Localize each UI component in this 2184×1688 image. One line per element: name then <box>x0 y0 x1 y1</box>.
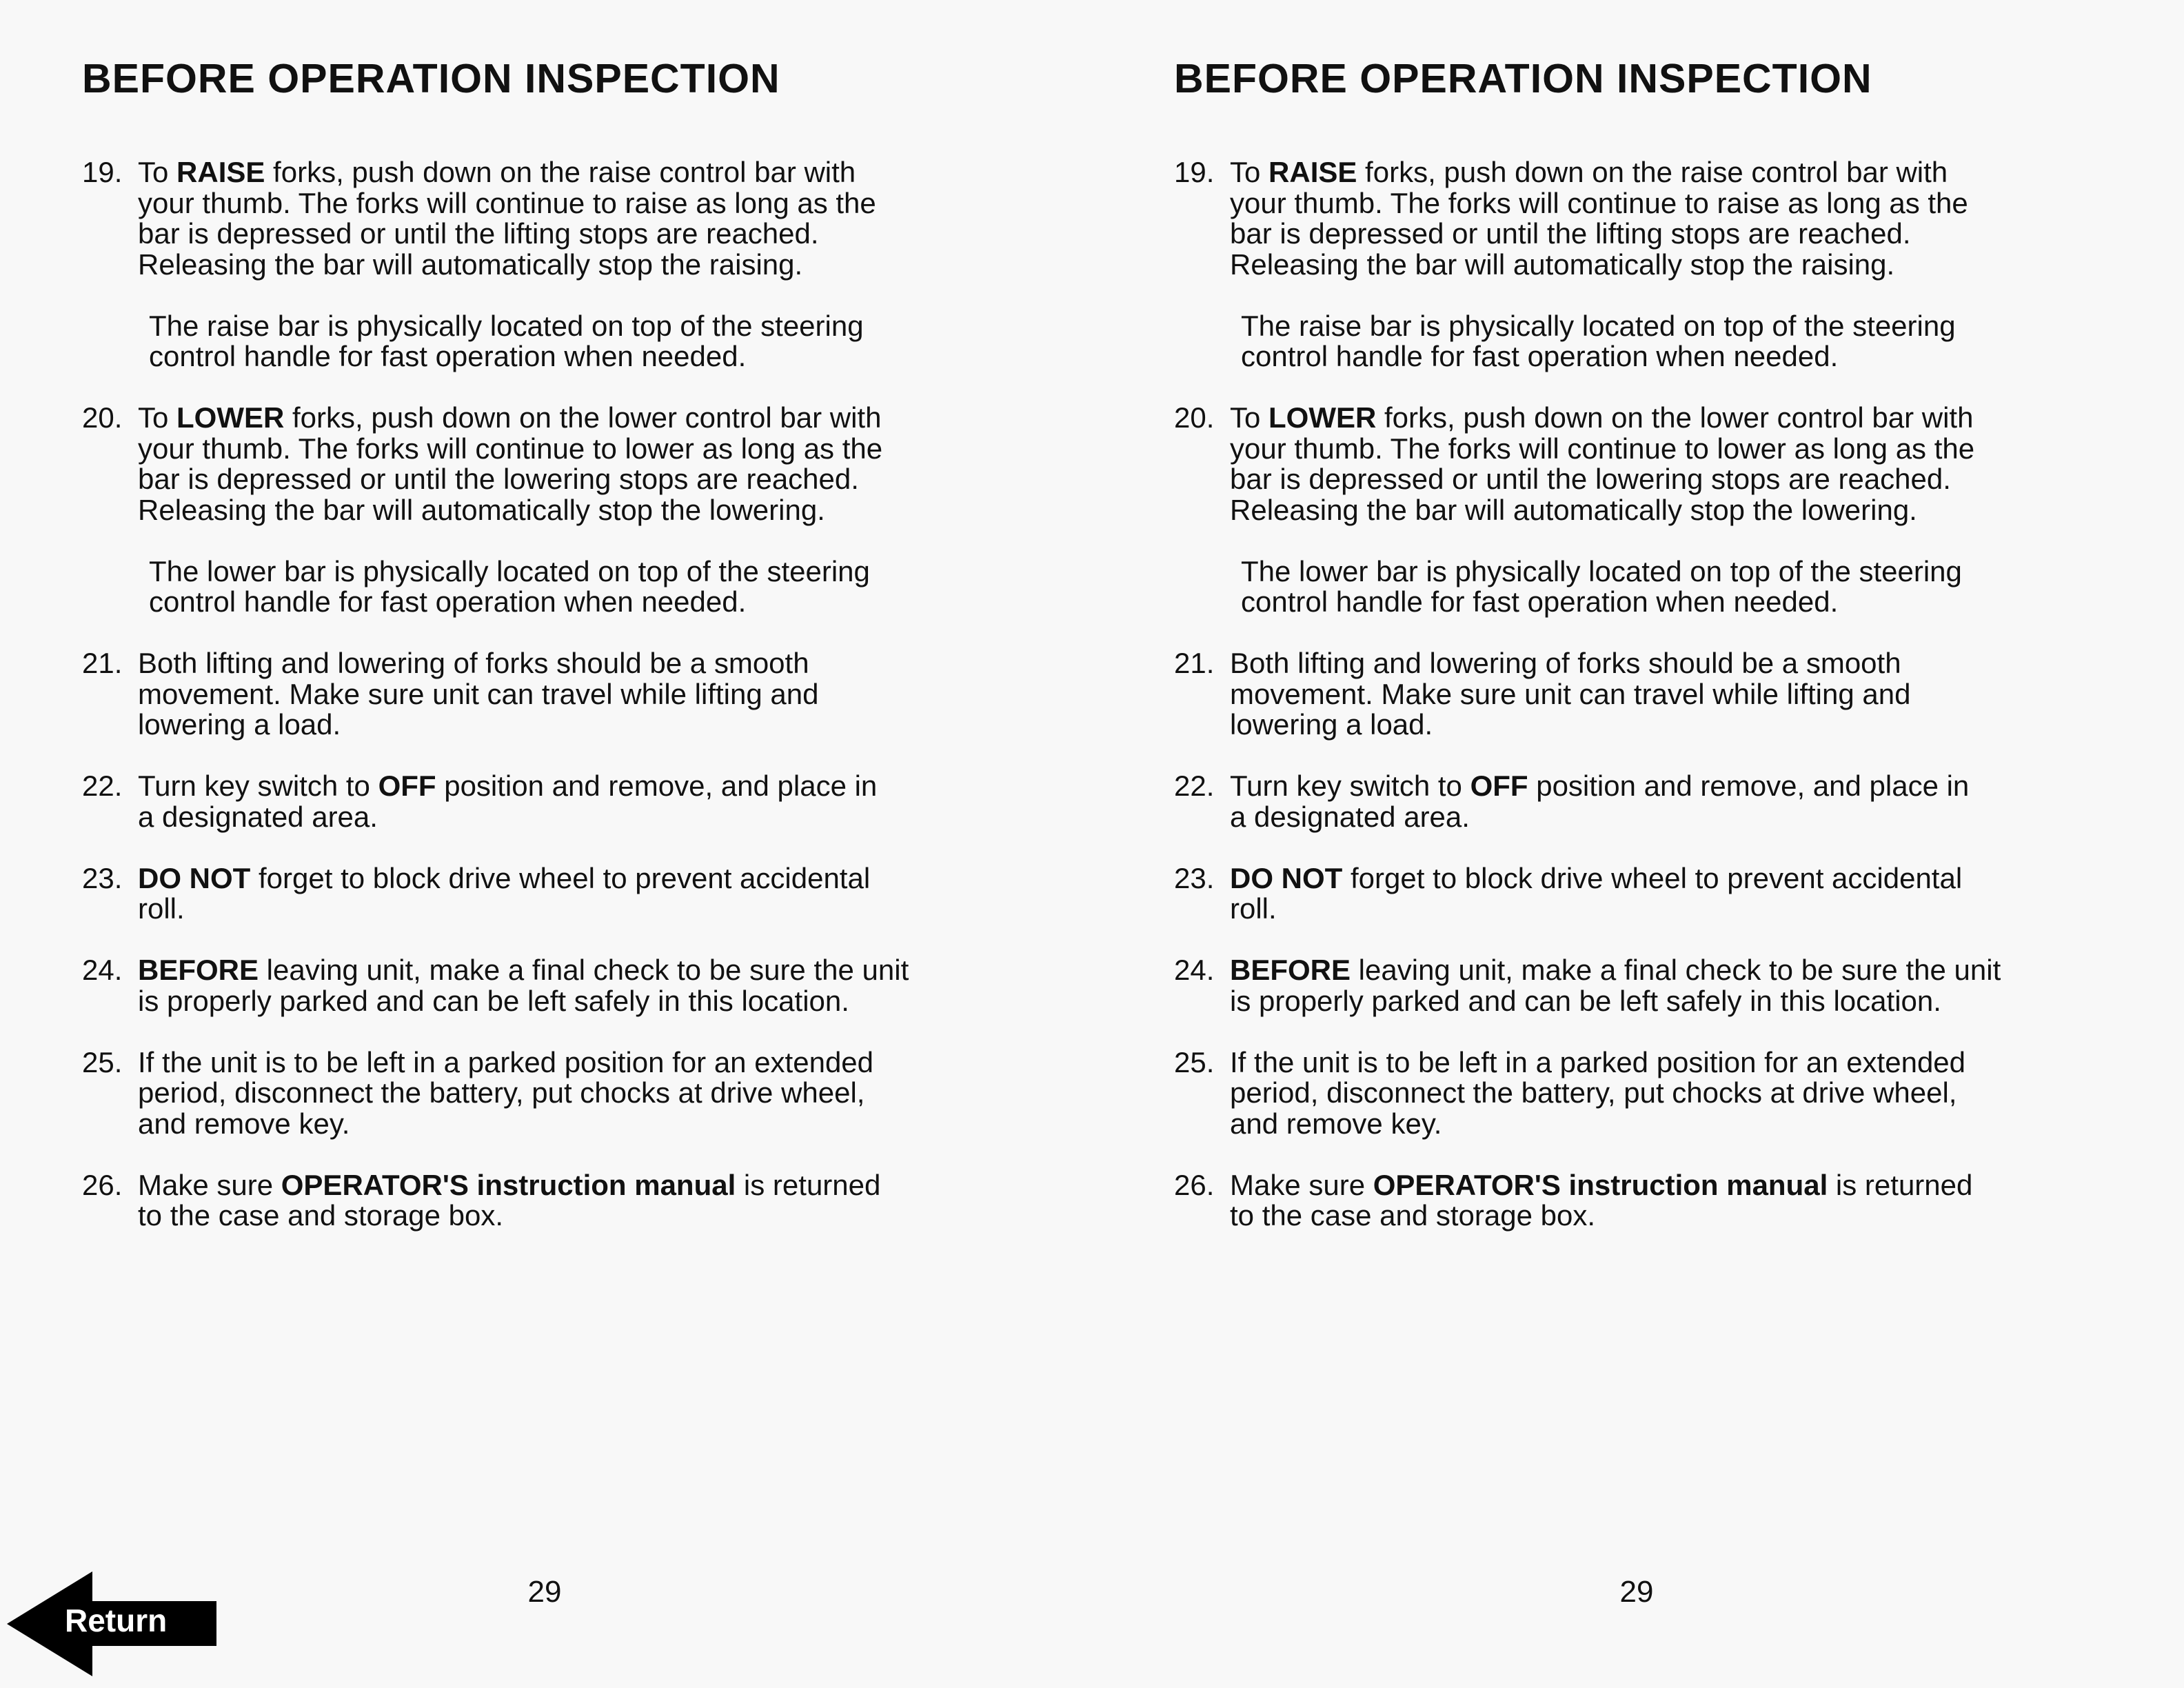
item-number: 24. <box>82 954 123 986</box>
text: Turn key switch to <box>1230 770 1470 802</box>
text-line <box>138 710 909 741</box>
text: Releasing the bar will automatically stop the raising. <box>1230 248 1895 281</box>
text-line <box>1230 219 2001 250</box>
page-number: 29 <box>527 1575 562 1609</box>
item-number: 21. <box>82 647 123 679</box>
text: forget to block drive wheel to prevent accidental <box>1342 861 1963 894</box>
list-item <box>82 1047 909 1140</box>
text-line <box>1230 771 2001 802</box>
list-item <box>82 403 909 525</box>
text: forks, push down on the lower control bar with <box>284 401 882 434</box>
text-line <box>1230 863 2001 894</box>
text-line <box>138 679 909 710</box>
text: To <box>138 156 177 188</box>
text-line <box>1230 188 2001 219</box>
text-line <box>1241 341 2001 372</box>
text: Both lifting and lowering of forks should be a smooth <box>138 647 809 679</box>
text: roll. <box>1230 892 1277 925</box>
text-line <box>138 464 909 495</box>
item-number: 26. <box>82 1168 123 1201</box>
bold-text: RAISE <box>176 156 265 188</box>
text: leaving unit, make a final check to be sure the unit <box>259 954 909 986</box>
text-line <box>1230 710 2001 741</box>
note-paragraph <box>1174 556 2001 618</box>
text-line <box>138 1200 909 1232</box>
list-item <box>1174 955 2001 1016</box>
text: your thumb. The forks will continue to lower as long as the <box>138 432 883 465</box>
text-line <box>1230 679 2001 710</box>
item-number: 25. <box>82 1045 123 1078</box>
instruction-list <box>82 157 909 1262</box>
text-line <box>149 341 909 372</box>
text-line <box>1230 1047 2001 1078</box>
text-line <box>1230 1200 2001 1232</box>
list-item <box>82 771 909 832</box>
text: your thumb. The forks will continue to raise as long as the <box>138 186 876 219</box>
text: bar is depressed or until the lowering stops are reached. <box>138 463 859 495</box>
list-item <box>82 1170 909 1232</box>
text: your thumb. The forks will continue to lower as long as the <box>1230 432 1975 465</box>
item-number: 23. <box>1174 861 1215 894</box>
text: Turn key switch to <box>138 770 378 802</box>
bold-text: BEFORE <box>138 954 259 986</box>
bold-text: DO NOT <box>1230 861 1343 894</box>
item-number: 25. <box>1174 1045 1215 1078</box>
text: To <box>1230 156 1269 188</box>
text-line <box>138 802 909 833</box>
text-line <box>138 1047 909 1078</box>
item-number: 20. <box>1174 401 1215 434</box>
text: and remove key. <box>1230 1107 1442 1140</box>
return-label: Return <box>65 1602 168 1638</box>
text-line <box>138 1078 909 1109</box>
text: lowering a load. <box>138 708 341 741</box>
page-right <box>1092 0 2184 1688</box>
text: Releasing the bar will automatically stop the lowering. <box>1230 493 1917 526</box>
text-line <box>1230 648 2001 679</box>
page-heading: BEFORE OPERATION INSPECTION <box>82 56 780 101</box>
bold-text: OFF <box>1470 770 1528 802</box>
list-item <box>1174 157 2001 280</box>
text: forks, push down on the raise control bar with <box>1357 156 1948 188</box>
text: to the case and storage box. <box>138 1199 504 1232</box>
text: Releasing the bar will automatically stop the raising. <box>138 248 803 281</box>
text: control handle for fast operation when needed. <box>149 340 747 372</box>
text: a designated area. <box>138 800 378 833</box>
text-line <box>138 188 909 219</box>
text-line <box>1230 250 2001 281</box>
text-line <box>138 403 909 434</box>
bold-text: RAISE <box>1268 156 1357 188</box>
text-line <box>138 1109 909 1140</box>
text: The lower bar is physically located on top of the steering <box>149 554 870 587</box>
text: period, disconnect the battery, put chocks at drive wheel, <box>138 1076 865 1109</box>
return-button[interactable] <box>7 1571 216 1676</box>
text-line <box>1230 1078 2001 1109</box>
bold-text: OFF <box>378 770 436 802</box>
text: Both lifting and lowering of forks should be a smooth <box>1230 647 1901 679</box>
list-item <box>1174 863 2001 925</box>
text: leaving unit, make a final check to be sure the unit <box>1351 954 2001 986</box>
text-line <box>138 1170 909 1201</box>
text-line <box>1241 587 2001 618</box>
text: is returned <box>1828 1168 1973 1201</box>
text: The lower bar is physically located on top of the steering <box>1241 554 1962 587</box>
text: movement. Make sure unit can travel while lifting and <box>1230 677 1911 710</box>
text-line <box>138 863 909 894</box>
text-line <box>1230 464 2001 495</box>
text-line <box>149 311 909 342</box>
text-line <box>1230 1109 2001 1140</box>
list-item <box>82 863 909 925</box>
text-line <box>1230 986 2001 1017</box>
list-item <box>1174 1170 2001 1232</box>
note-paragraph <box>82 311 909 372</box>
text-line <box>138 219 909 250</box>
text: forget to block drive wheel to prevent accidental <box>250 861 871 894</box>
text-line <box>1230 434 2001 465</box>
text-line <box>138 250 909 281</box>
text-line <box>1230 955 2001 986</box>
text: period, disconnect the battery, put chocks at drive wheel, <box>1230 1076 1957 1109</box>
text: to the case and storage box. <box>1230 1199 1596 1232</box>
text: If the unit is to be left in a parked position for an extended <box>1230 1045 1966 1078</box>
item-number: 24. <box>1174 954 1215 986</box>
item-number: 23. <box>82 861 123 894</box>
text: roll. <box>138 892 185 925</box>
text-line <box>1230 802 2001 833</box>
text: and remove key. <box>138 1107 350 1140</box>
text-line <box>138 986 909 1017</box>
item-number: 21. <box>1174 647 1215 679</box>
list-item <box>1174 648 2001 741</box>
item-number: 26. <box>1174 1168 1215 1201</box>
text-line <box>1230 157 2001 188</box>
list-item <box>1174 403 2001 525</box>
text-line <box>1230 495 2001 526</box>
bold-text: OPERATOR'S instruction manual <box>281 1168 736 1201</box>
text: control handle for fast operation when needed. <box>1241 585 1839 618</box>
text: forks, push down on the lower control bar with <box>1376 401 1974 434</box>
item-number: 22. <box>1174 770 1215 802</box>
text: bar is depressed or until the lifting stops are reached. <box>1230 217 1911 250</box>
text: forks, push down on the raise control bar with <box>265 156 856 188</box>
text: control handle for fast operation when needed. <box>1241 340 1839 372</box>
text-line <box>149 587 909 618</box>
list-item <box>82 955 909 1016</box>
bold-text: LOWER <box>1268 401 1377 434</box>
text: bar is depressed or until the lowering stops are reached. <box>1230 463 1951 495</box>
text: a designated area. <box>1230 800 1470 833</box>
text: To <box>1230 401 1269 434</box>
text: position and remove, and place in <box>436 770 878 802</box>
text: bar is depressed or until the lifting stops are reached. <box>138 217 819 250</box>
text: The raise bar is physically located on top of the steering <box>1241 309 1956 342</box>
list-item <box>82 157 909 280</box>
text-line <box>1230 403 2001 434</box>
text: Make sure <box>1230 1168 1373 1201</box>
bold-text: OPERATOR'S instruction manual <box>1373 1168 1828 1201</box>
text: The raise bar is physically located on top of the steering <box>149 309 864 342</box>
list-item <box>82 648 909 741</box>
text-line <box>138 894 909 925</box>
text-line <box>1230 894 2001 925</box>
text-line <box>138 434 909 465</box>
list-item <box>1174 771 2001 832</box>
text: your thumb. The forks will continue to raise as long as the <box>1230 186 1968 219</box>
text: To <box>138 401 177 434</box>
item-number: 22. <box>82 770 123 802</box>
page-heading: BEFORE OPERATION INSPECTION <box>1174 56 1872 101</box>
bold-text: LOWER <box>176 401 285 434</box>
instruction-list <box>1174 157 2001 1262</box>
text-line <box>138 955 909 986</box>
note-paragraph <box>1174 311 2001 372</box>
text: Make sure <box>138 1168 281 1201</box>
bold-text: DO NOT <box>138 861 251 894</box>
text-line <box>138 771 909 802</box>
text-line <box>1241 311 2001 342</box>
text: position and remove, and place in <box>1528 770 1970 802</box>
text: is properly parked and can be left safely in this location. <box>138 984 849 1017</box>
item-number: 19. <box>82 156 123 188</box>
text: Releasing the bar will automatically stop the lowering. <box>138 493 825 526</box>
text: control handle for fast operation when needed. <box>149 585 747 618</box>
text: is returned <box>736 1168 881 1201</box>
text: If the unit is to be left in a parked position for an extended <box>138 1045 874 1078</box>
list-item <box>1174 1047 2001 1140</box>
text-line <box>138 157 909 188</box>
text-line <box>149 556 909 587</box>
text: lowering a load. <box>1230 708 1433 741</box>
text-line <box>1241 556 2001 587</box>
item-number: 19. <box>1174 156 1215 188</box>
item-number: 20. <box>82 401 123 434</box>
text-line <box>138 648 909 679</box>
text-line <box>138 495 909 526</box>
bold-text: BEFORE <box>1230 954 1351 986</box>
note-paragraph <box>82 556 909 618</box>
text: is properly parked and can be left safely in this location. <box>1230 984 1941 1017</box>
text: movement. Make sure unit can travel while lifting and <box>138 677 819 710</box>
text-line <box>1230 1170 2001 1201</box>
page-number: 29 <box>1619 1575 1654 1609</box>
